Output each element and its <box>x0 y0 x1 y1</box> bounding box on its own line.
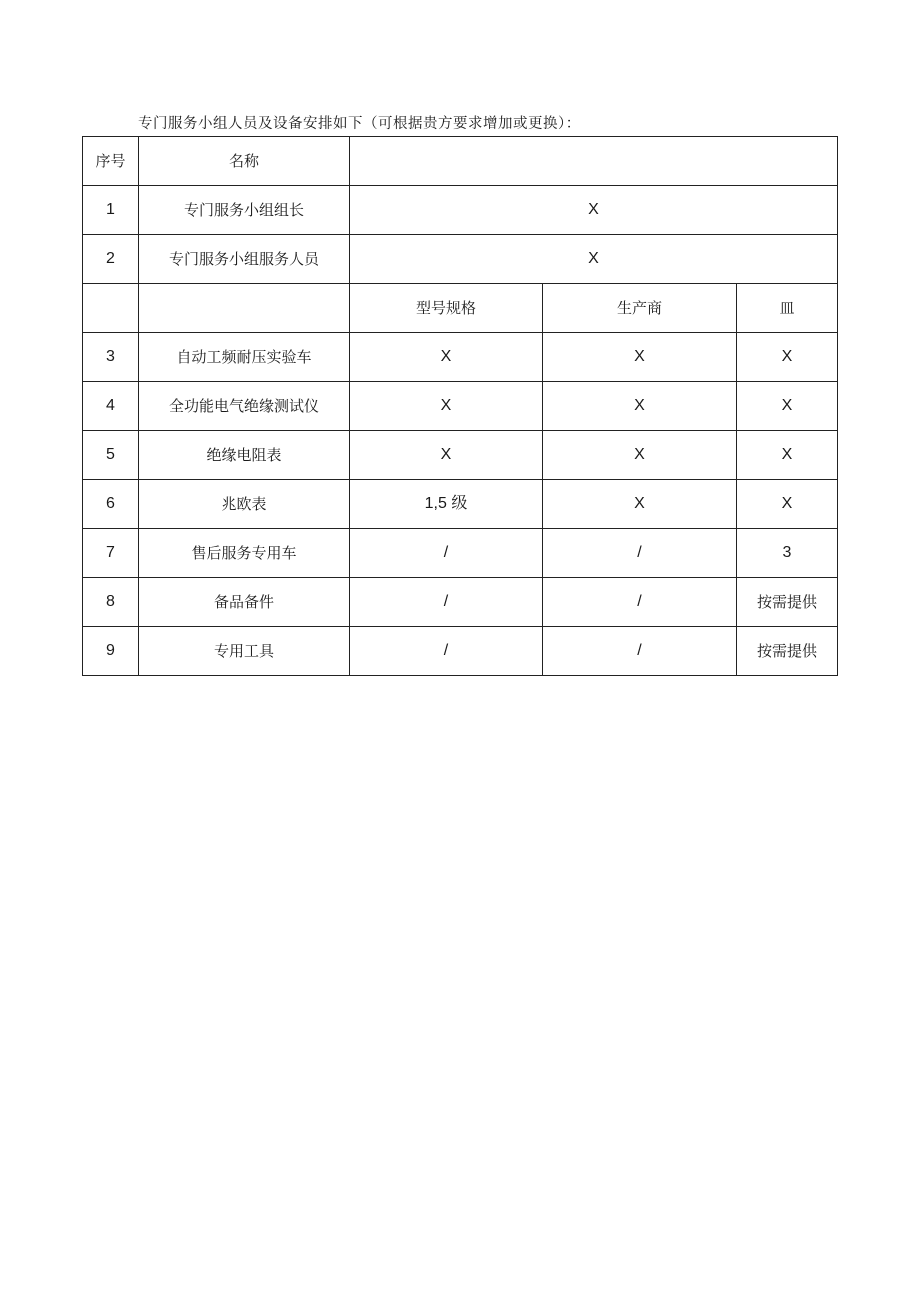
equipment-header-name <box>139 284 350 333</box>
row-seq: 2 <box>83 235 139 284</box>
equipment-header-row <box>83 284 838 333</box>
row-model: X <box>350 382 543 431</box>
header-name: 名称 <box>139 137 350 186</box>
row-qty: 3 <box>737 529 838 578</box>
table-row <box>83 431 838 480</box>
row-maker: / <box>543 627 737 676</box>
row-name: 专门服务小组服务人员 <box>139 235 350 284</box>
table-row <box>83 627 838 676</box>
row-seq: 1 <box>83 186 139 235</box>
row-model: / <box>350 578 543 627</box>
table-row <box>83 578 838 627</box>
row-seq: 6 <box>83 480 139 529</box>
row-name: 全功能电气绝缘测试仪 <box>139 382 350 431</box>
row-maker: / <box>543 529 737 578</box>
row-seq: 9 <box>83 627 139 676</box>
row-maker: X <box>543 333 737 382</box>
row-seq: 8 <box>83 578 139 627</box>
table-header-row <box>83 137 838 186</box>
table-row <box>83 186 838 235</box>
table-row <box>83 333 838 382</box>
row-model: 1,5 级 <box>350 480 543 529</box>
table-row <box>83 382 838 431</box>
row-seq: 4 <box>83 382 139 431</box>
intro-text: 专门服务小组人员及设备安排如下（可根据贵方要求增加或更换）： <box>138 116 581 132</box>
equipment-table <box>82 136 838 676</box>
equipment-header-seq <box>83 284 139 333</box>
row-qty: 按需提供 <box>737 578 838 627</box>
row-name: 专用工具 <box>139 627 350 676</box>
row-seq: 3 <box>83 333 139 382</box>
row-maker: X <box>543 431 737 480</box>
row-name: 备品备件 <box>139 578 350 627</box>
row-qty: X <box>737 480 838 529</box>
row-qty: X <box>737 431 838 480</box>
table-row <box>83 529 838 578</box>
table-row <box>83 235 838 284</box>
row-name: 售后服务专用车 <box>139 529 350 578</box>
row-model: / <box>350 627 543 676</box>
row-seq: 5 <box>83 431 139 480</box>
row-qty: 按需提供 <box>737 627 838 676</box>
header-detail <box>350 137 838 186</box>
row-name: 专门服务小组组长 <box>139 186 350 235</box>
row-name: 兆欧表 <box>139 480 350 529</box>
header-seq: 序号 <box>83 137 139 186</box>
row-value: X <box>350 186 838 235</box>
row-value: X <box>350 235 838 284</box>
equipment-header-qty: 皿 <box>737 284 838 333</box>
row-model: / <box>350 529 543 578</box>
row-qty: X <box>737 382 838 431</box>
row-model: X <box>350 431 543 480</box>
row-name: 自动工频耐压实验车 <box>139 333 350 382</box>
row-model: X <box>350 333 543 382</box>
table-row <box>83 480 838 529</box>
row-maker: / <box>543 578 737 627</box>
row-name: 绝缘电阻表 <box>139 431 350 480</box>
equipment-header-model: 型号规格 <box>350 284 543 333</box>
row-maker: X <box>543 382 737 431</box>
row-qty: X <box>737 333 838 382</box>
row-seq: 7 <box>83 529 139 578</box>
equipment-header-maker: 生产商 <box>543 284 737 333</box>
row-maker: X <box>543 480 737 529</box>
